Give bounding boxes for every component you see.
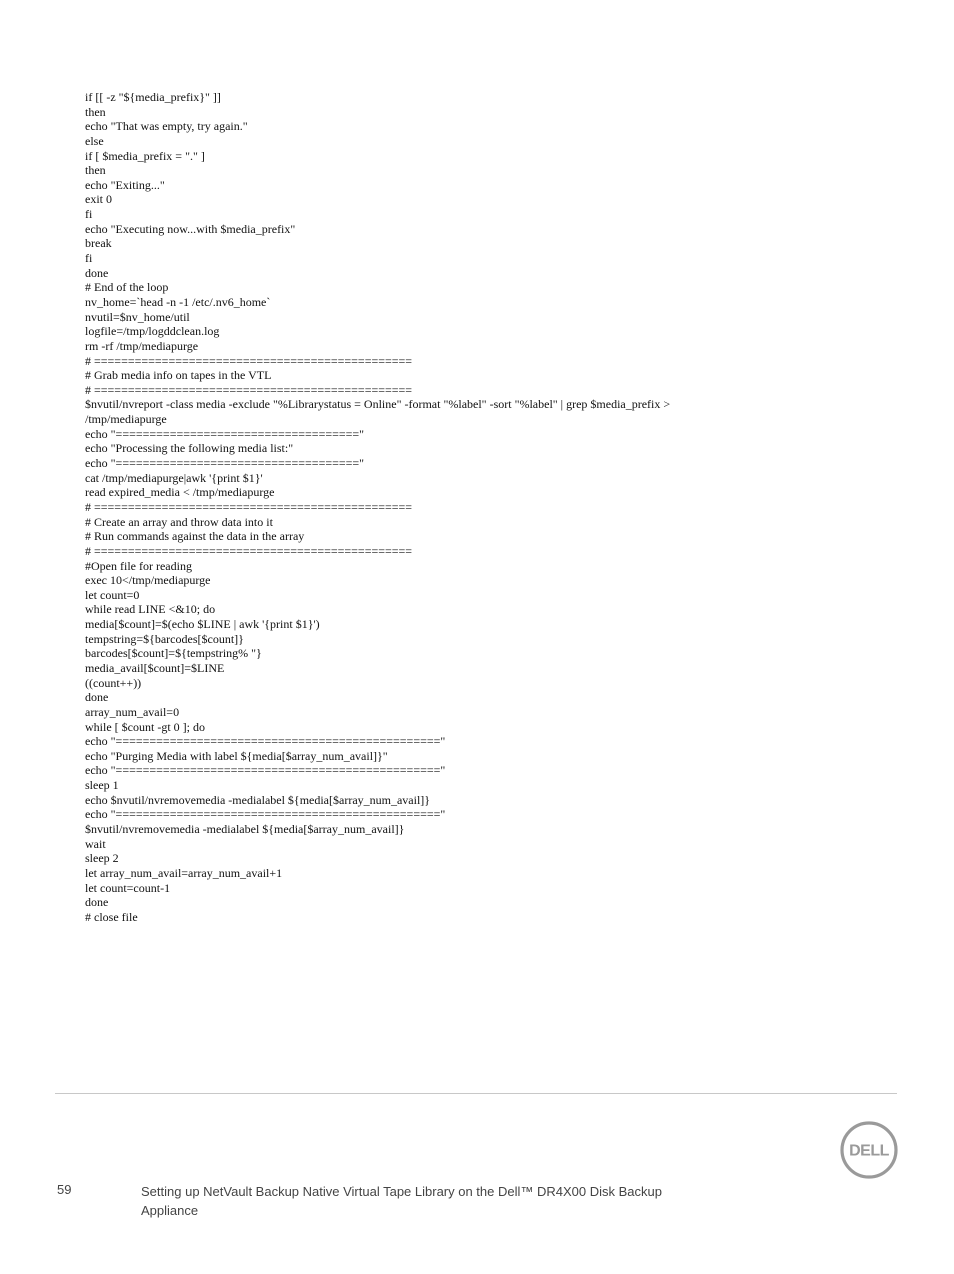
code-line: $nvutil/nvreport -class media -exclude "%Librarystatus = Online" -format "%label" -sort "%label" | grep $media_prefix > [85, 397, 671, 412]
code-line: echo "Exiting..." [85, 177, 165, 192]
code-line: else [85, 133, 104, 148]
code-line: # close file [85, 909, 138, 924]
code-line: if [[ -z "${media_prefix}" ]] [85, 90, 221, 104]
code-line: $nvutil/nvremovemedia -medialabel ${media[$array_num_avail]} [85, 822, 405, 837]
code-line: cat /tmp/mediapurge|awk '{print $1}' [85, 470, 263, 485]
dell-logo-icon [840, 1121, 898, 1179]
code-line: done [85, 895, 109, 910]
code-line: if [ $media_prefix = "." ] [85, 148, 205, 163]
code-line: echo "================================================" [85, 763, 446, 778]
code-line: done [85, 690, 109, 705]
code-line: let array_num_avail=array_num_avail+1 [85, 865, 283, 880]
code-line: echo "Executing now...with $media_prefix" [85, 221, 296, 236]
code-line: echo "================================================" [85, 807, 446, 822]
code-line: #Open file for reading [85, 558, 192, 573]
code-line: # =============================================== [85, 543, 413, 558]
code-line: echo "That was empty, try again." [85, 119, 248, 134]
code-line: done [85, 265, 109, 280]
code-line: /tmp/mediapurge [85, 412, 167, 427]
code-line: echo $nvutil/nvremovemedia -medialabel ${media[$array_num_avail]} [85, 792, 431, 807]
code-line: exec 10</tmp/mediapurge [85, 573, 211, 588]
code-line: while [ $count -gt 0 ]; do [85, 719, 205, 734]
code-line: nvutil=$nv_home/util [85, 309, 190, 324]
code-line: # Create an array and throw data into it [85, 514, 273, 529]
code-line: # End of the loop [85, 280, 169, 295]
code-line: rm -rf /tmp/mediapurge [85, 338, 199, 353]
code-line: echo "================================================" [85, 734, 446, 749]
code-line: let count=0 [85, 587, 140, 602]
footer-document-title: Setting up NetVault Backup Native Virtual Tape Library on the Dell™ DR4X00 Disk Backup Appliance [141, 1184, 662, 1218]
code-line: echo "====================================" [85, 456, 365, 471]
code-line: echo "====================================" [85, 426, 365, 441]
code-line: break [85, 236, 112, 251]
footer-divider [55, 1093, 897, 1094]
script-code-block [85, 90, 915, 925]
code-line: then [85, 104, 106, 119]
code-line: exit 0 [85, 192, 112, 207]
svg-text:DELL: DELL [849, 1142, 889, 1160]
code-line: ((count++)) [85, 675, 142, 690]
code-line: echo "Purging Media with label ${media[$array_num_avail]}" [85, 748, 388, 763]
code-line: media[$count]=$(echo $LINE | awk '{print $1}') [85, 617, 320, 632]
code-line: echo "Processing the following media list:" [85, 441, 294, 456]
code-line: # =============================================== [85, 499, 413, 514]
code-line: read expired_media < /tmp/mediapurge [85, 485, 275, 500]
code-line: # =============================================== [85, 382, 413, 397]
code-line: array_num_avail=0 [85, 704, 180, 719]
code-line: fi [85, 207, 93, 222]
code-line: media_avail[$count]=$LINE [85, 660, 225, 675]
code-line: let count=count-1 [85, 880, 171, 895]
code-line: nv_home=`head -n -1 /etc/.nv6_home` [85, 294, 271, 309]
code-line: wait [85, 836, 106, 851]
code-line: sleep 2 [85, 851, 119, 866]
code-line: # Run commands against the data in the array [85, 529, 305, 544]
code-line: then [85, 163, 106, 178]
code-line: barcodes[$count]=${tempstring% "} [85, 646, 262, 661]
code-line: logfile=/tmp/logddclean.log [85, 324, 220, 339]
page-number: 59 [57, 1182, 72, 1197]
code-line: tempstring=${barcodes[$count]} [85, 631, 244, 646]
code-line: while read LINE <&10; do [85, 602, 216, 617]
code-line: # Grab media info on tapes in the VTL [85, 368, 272, 383]
code-line: sleep 1 [85, 778, 119, 793]
code-line: fi [85, 251, 93, 266]
code-line: # =============================================== [85, 353, 413, 368]
